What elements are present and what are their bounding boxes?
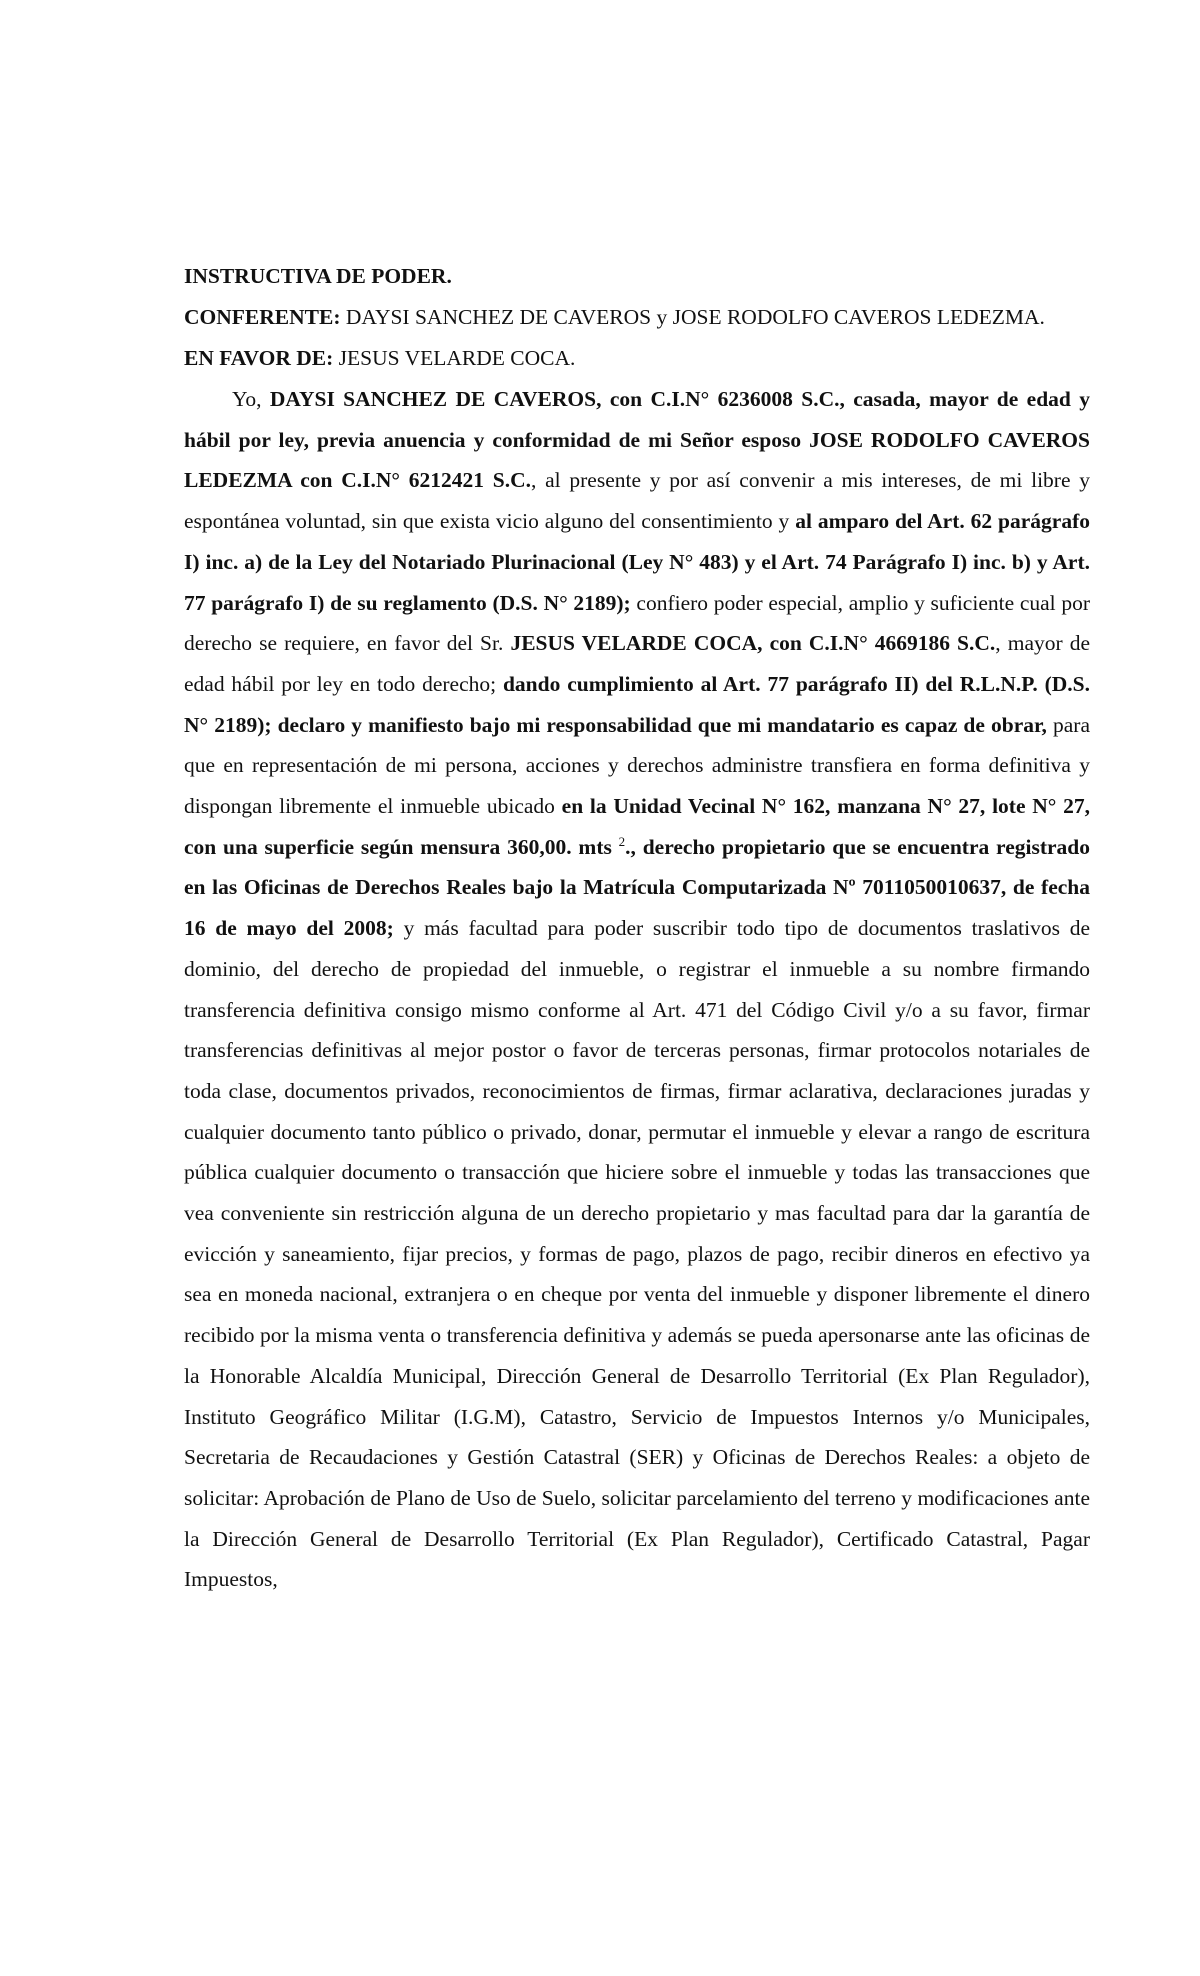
body-text: Yo, bbox=[232, 387, 270, 411]
body-bold-text: ., derecho propietario que se encuentra registrado en las Oficinas de Derechos Reales bajo la Matrícula Computarizada Nº 7011050010637, de fecha 16 de mayo del 2008; bbox=[184, 834, 1090, 941]
body-text: para que en representación de mi persona, acciones y derechos administre transfiera en forma definitiva y dispongan libremente el inmueble ubicado bbox=[184, 712, 1090, 819]
favor-label: EN FAVOR DE: bbox=[184, 346, 334, 370]
body-bold-text: en la Unidad Vecinal N° 162, manzana N° 27, lote N° 27, con una superficie según mensura 360,00. mts bbox=[184, 794, 1090, 859]
conferente-label: CONFERENTE: bbox=[184, 305, 341, 329]
body-bold-text: JESUS VELARDE COCA, con C.I.N° 4669186 S.C. bbox=[510, 631, 996, 656]
body-text: , mayor de edad hábil por ley en todo derecho; bbox=[184, 631, 1091, 696]
body-bold-text: al amparo del Art. 62 parágrafo I) inc. a) de la Ley del Notariado Plurinacional (Ley N° 483) y el Art. 74 Parágrafo I) inc. b) y Art. 77 parágrafo I) de su reglamento (D.S. N° 2189); bbox=[184, 509, 1090, 615]
document-content bbox=[184, 256, 1090, 1600]
superscript-text: 2 bbox=[618, 833, 626, 849]
conferente-value: DAYSI SANCHEZ DE CAVEROS y JOSE RODOLFO CAVEROS LEDEZMA. bbox=[345, 305, 1045, 329]
body-text: , al presente y por así convenir a mis intereses, de mi libre y espontánea voluntad, sin que exista vicio alguno del consentimiento y bbox=[184, 468, 1090, 534]
body-text: confiero poder especial, amplio y suficiente cual por derecho se requiere, en favor del Sr. bbox=[184, 590, 1090, 656]
body-bold-text: dando cumplimiento al Art. 77 parágrafo II) del R.L.N.P. (D.S. N° 2189); declaro y manifiesto bajo mi responsabilidad que mi mandatario es capaz de obrar, bbox=[184, 671, 1090, 737]
favor-value: JESUS VELARDE COCA. bbox=[338, 346, 576, 370]
favor-line bbox=[184, 338, 1090, 379]
document-title: INSTRUCTIVA DE PODER. bbox=[184, 264, 452, 288]
power-of-attorney-body bbox=[184, 379, 1090, 1600]
conferente-line bbox=[184, 297, 1090, 338]
body-text: y más facultad para poder suscribir todo tipo de documentos traslativos de dominio, del derecho de propiedad del inmueble, o registrar el inmueble a su nombre firmando transferencia definitiva consigo mismo conforme al Art. 471 del Código Civil y/o a su favor, firmar transferencias definitivas al mejor postor o favor de terceras personas, firmar protocolos notariales de toda clase, documentos privados, reconocimientos de firmas, firmar aclarativa, declaraciones juradas y cualquier documento tanto público o privado, donar, permutar el inmueble y elevar a rango de escritura pública cualquier documento o transacción que hiciere sobre el inmueble y todas las transacciones que vea conveniente sin restricción alguna de un derecho propietario y mas facultad para dar la garantía de evicción y saneamiento, fijar precios, y formas de pago, plazos de pago, recibir dineros en efectivo ya sea en moneda nacional, extranjera o en cheque por venta del inmueble y disponer libremente el dinero recibido por la misma venta o transferencia definitiva y además se pueda apersonarse ante las oficinas de la Honorable Alcaldía Municipal, Dirección General de Desarrollo Territorial (Ex Plan Regulador), Instituto Geográfico Militar (I.G.M), Catastro, Servicio de Impuestos Internos y/o Municipales, Secretaria de Recaudaciones y Gestión Catastral (SER) y Oficinas de Derechos Reales: a objeto de solicitar: Aprobación de Plano de Uso de Suelo, solicitar parcelamiento del terreno y modificaciones ante la Dirección General de Desarrollo Territorial (Ex Plan Regulador), Certificado Catastral, Pagar Impuestos, bbox=[184, 916, 1090, 1592]
body-bold-text: DAYSI SANCHEZ DE CAVEROS, con C.I.N° 6236008 S.C., casada, mayor de edad y hábil por ley, previa anuencia y conformidad de mi Señor esposo JOSE RODOLFO CAVEROS LEDEZMA con C.I.N° 6212421 S.C. bbox=[184, 387, 1090, 493]
